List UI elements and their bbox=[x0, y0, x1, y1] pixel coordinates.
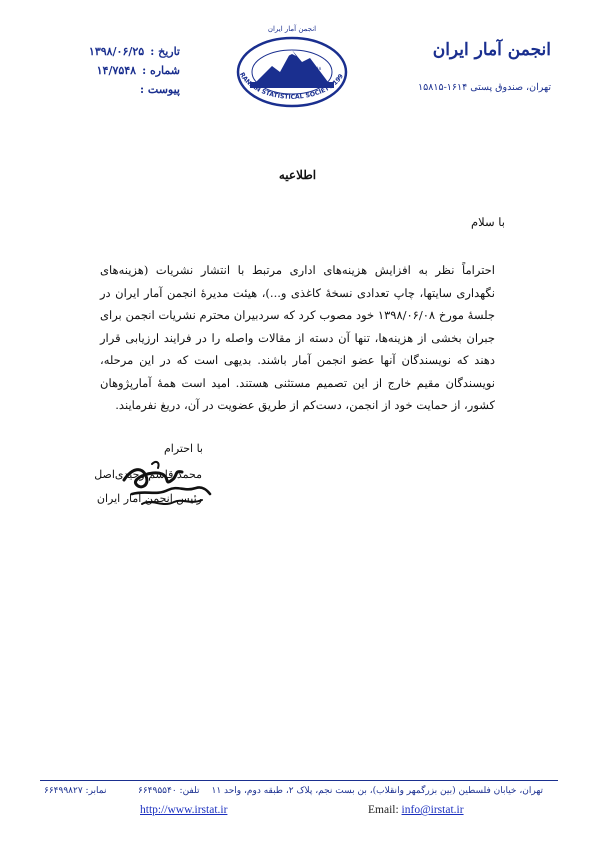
organization-name: انجمن آمار ایران bbox=[432, 40, 551, 60]
logo-ring-text: RANIAN STATISTICAL SOCIETY 199 bbox=[238, 71, 346, 101]
footer-phone: تلفن: ۶۶۴۹۵۵۴۰ bbox=[138, 786, 200, 796]
email-link[interactable]: info@irstat.ir bbox=[401, 804, 464, 816]
letter-meta bbox=[60, 42, 180, 99]
logo-year: ۱۳۶۸ bbox=[310, 66, 322, 72]
email-label: Email: bbox=[368, 804, 399, 816]
signer-role: رئیس انجمن آمار ایران bbox=[96, 492, 202, 505]
signer-name: محمد قاسم وحیدی‌اصل bbox=[94, 468, 202, 481]
footer-website bbox=[140, 804, 227, 816]
letter-title: اطلاعیه bbox=[278, 168, 317, 182]
attachment-label: پیوست : bbox=[140, 83, 180, 96]
date-row bbox=[60, 42, 180, 61]
letter-body: احتراماً نظر به افزایش هزینه‌های اداری مرتبط با انتشار نشریات (هزینه‌های نگهداری سایتها، چاپ تعدادی نسخهٔ کاغذی و...)، هیئت مدیرهٔ انجمن آمار ایران در جلسهٔ مورخ ۱۳۹۸/۰۶/۰۸ خود مصوب کرد که سردبیران محترم نشریات انجمن برای جبران بخشی از هزینه‌ها، تنها آن دسته از مقالات واصله را در فرایند ارزیابی قرار دهند که نویسندگان آنها عضو انجمن آمار باشند. بدیهی است که در این مرحله، نویسندگان مقیم خارج از این تصمیم مستثنی هستند. امید است همهٔ آمارپژوهان کشور، از حمایت خود از انجمن، دست‌کم از طریق عضویت در آن، دریغ نفرمایند. bbox=[100, 263, 495, 412]
website-link[interactable]: http://www.irstat.ir bbox=[140, 804, 228, 816]
date-label: تاریخ : bbox=[150, 45, 180, 58]
date-value: ۱۳۹۸/۰۶/۲۵ bbox=[88, 45, 145, 58]
handwritten-signature bbox=[112, 450, 222, 525]
organization-address: تهران، صندوق پستی ۱۶۱۴-۱۵۸۱۵ bbox=[418, 82, 551, 93]
footer-address: تهران، خیابان فلسطین (بین بزرگمهر وانقلاب)، بن بست نجم، پلاک ۲، طبقه دوم، واحد ۱۱ bbox=[211, 786, 543, 796]
number-row bbox=[60, 61, 180, 80]
footer-fax: نمابر: ۶۶۴۹۹۸۲۷ bbox=[44, 786, 107, 796]
footer-divider bbox=[40, 780, 558, 781]
attachment-row bbox=[60, 80, 180, 99]
number-value: ۱۴/۷۵۴۸ bbox=[96, 64, 137, 77]
logo-top-text: انجمن آمار ایران bbox=[267, 25, 317, 33]
greeting: با سلام bbox=[471, 215, 505, 229]
society-logo bbox=[230, 22, 355, 117]
closing: با احترام bbox=[163, 442, 203, 455]
number-label: شماره : bbox=[142, 64, 180, 77]
footer-email bbox=[368, 804, 464, 816]
